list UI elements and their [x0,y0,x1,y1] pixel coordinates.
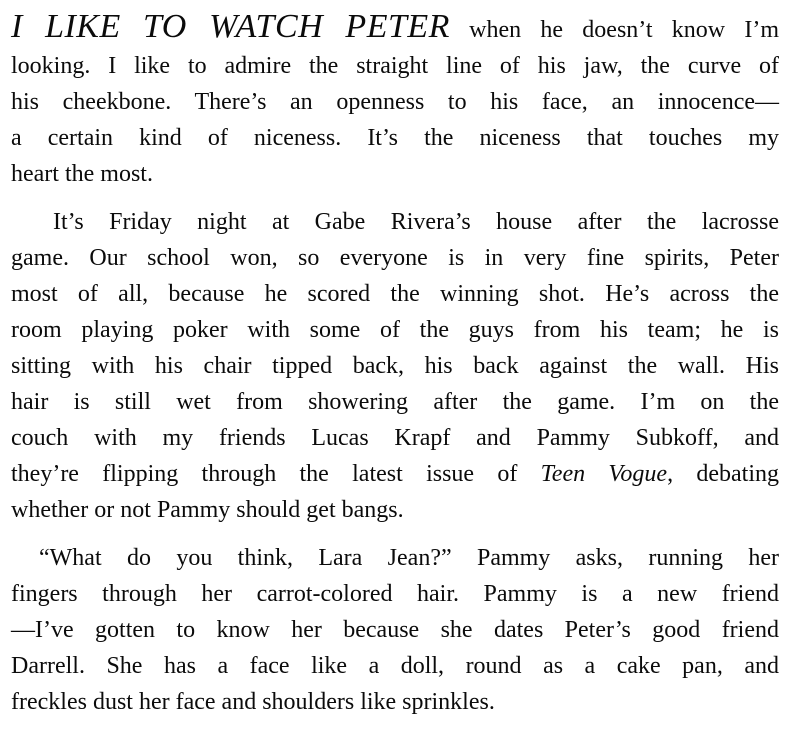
text-line [11,456,779,492]
paragraph-1 [11,8,779,192]
magazine-title: Teen Vogue [540,461,668,487]
text-line: Darrell. She has a face like a doll, round as a cake pan, and [11,653,779,679]
text-line: freckles dust her face and shoulders like sprinkles. [11,689,495,715]
text-line: a certain kind of niceness. It’s the niceness that touches my [11,125,779,151]
text-line: looking. I like to admire the straight line of his jaw, the curve of [11,53,779,79]
text-line [11,8,779,48]
text-line: fingers through her carrot-colored hair. Pammy is a new friend [11,581,779,607]
paragraph-2 [11,204,779,528]
text-line: hair is still wet from showering after the game. I’m on the [11,389,779,415]
text-line: “What do you think, Lara Jean?” Pammy asks, running her [39,545,779,571]
text-segment: they’re flipping through the latest issue of [11,461,541,487]
text-segment: , debating [667,461,779,487]
paragraph-3 [11,540,779,720]
text-line: couch with my friends Lucas Krapf and Pammy Subkoff, and [11,425,779,451]
text-line: sitting with his chair tipped back, his back against the wall. His [11,353,779,379]
text-line: It’s Friday night at Gabe Rivera’s house after the lacrosse [53,209,779,235]
chapter-opening-phrase: I LIKE TO WATCH PETER [11,8,450,45]
text-line: —I’ve gotten to know her because she dates Peter’s good friend [11,617,779,643]
text-line: his cheekbone. There’s an openness to his face, an innocence— [11,89,779,115]
text-line: most of all, because he scored the winning shot. He’s across the [11,281,779,307]
text-line: room playing poker with some of the guys from his team; he is [11,317,779,343]
text-line: heart the most. [11,161,153,187]
text-segment: when he doesn’t know I’m [449,17,779,43]
text-line: game. Our school won, so everyone is in very fine spirits, Peter [11,245,779,271]
text-line: whether or not Pammy should get bangs. [11,497,404,523]
